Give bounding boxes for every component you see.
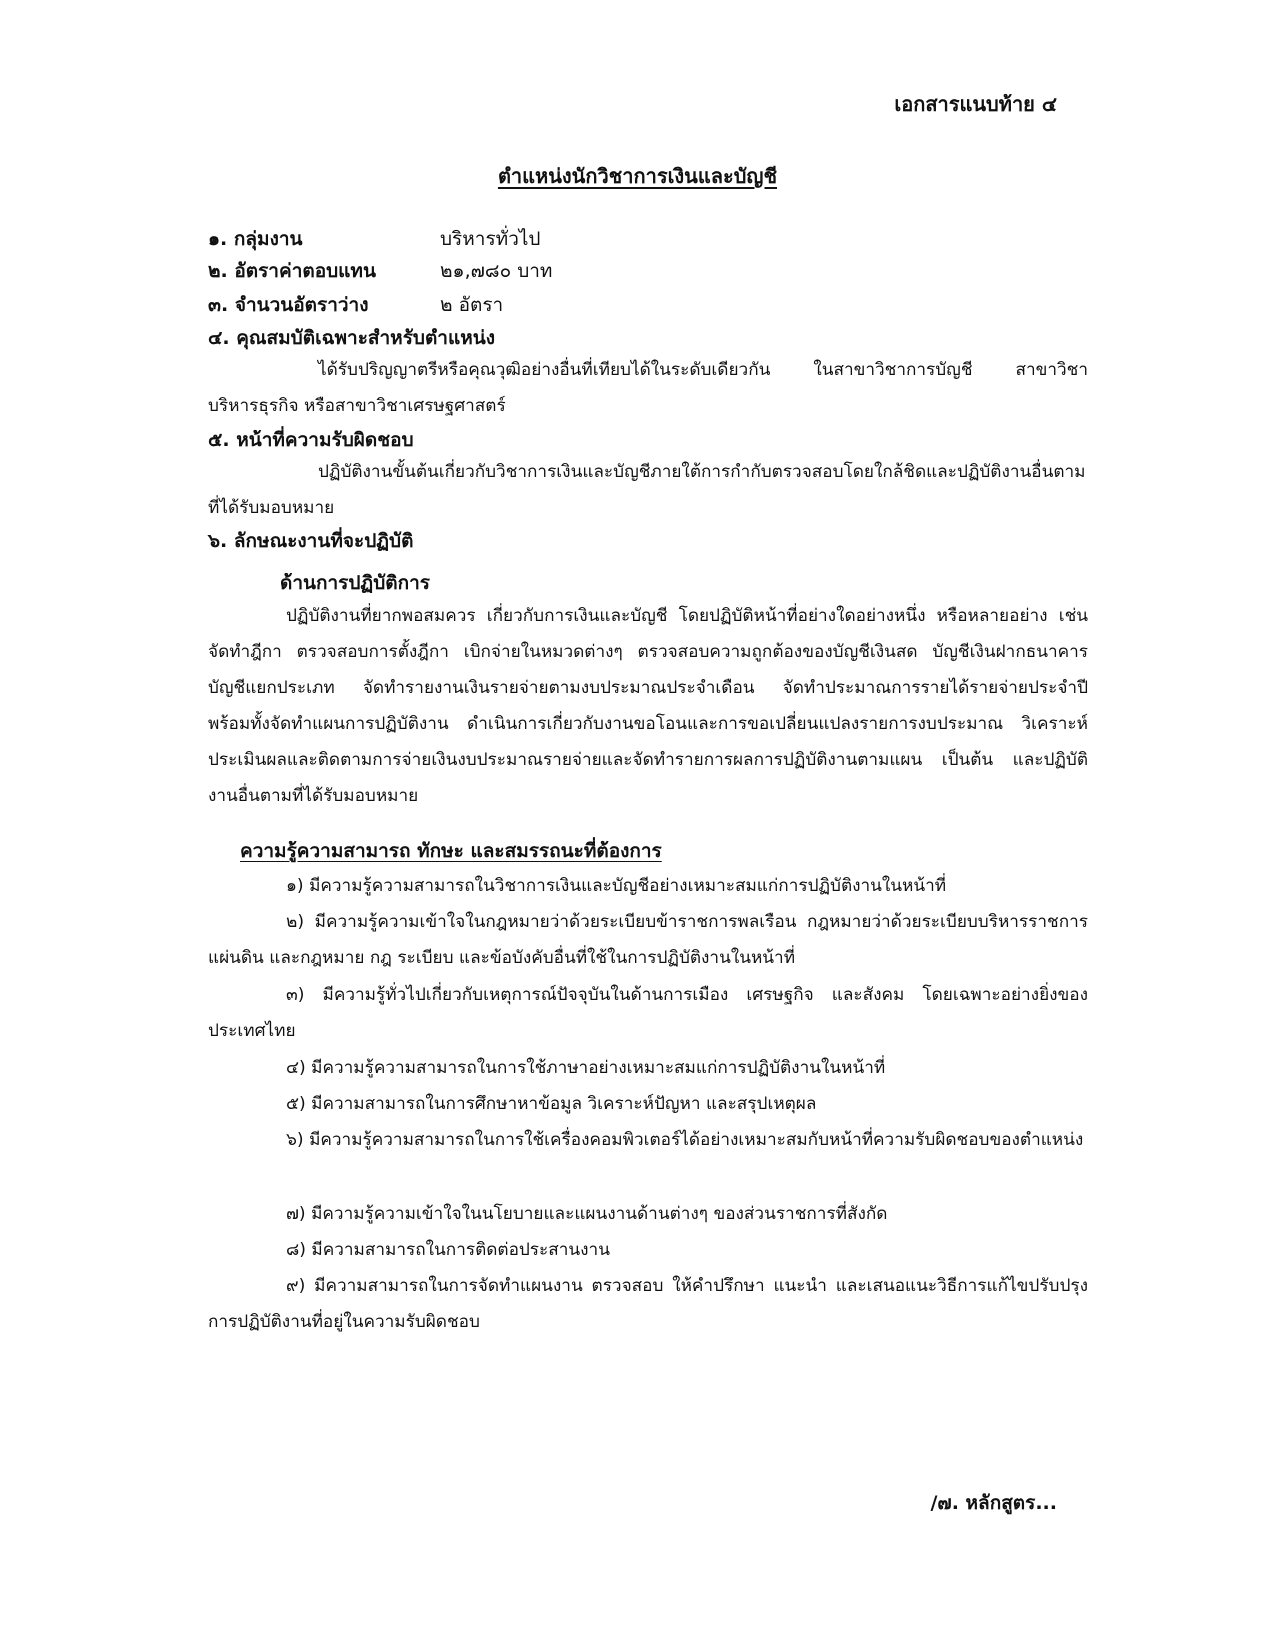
qualification-text: ได้รับปริญญาตรีหรือคุณวุฒิอย่างอื่นที่เทียบได้ในระดับเดียวกัน ในสาขาวิชาการบัญชี สาขาวิชาบริหารธุรกิจ หรือสาขาวิชาเศรษฐศาสตร์ — [208, 360, 1088, 416]
work-subheading: ด้านการปฏิบัติการ — [280, 572, 430, 594]
skill-item-4: ๔) มีความรู้ความสามารถในการใช้ภาษาอย่างเหมาะสมแก่การปฏิบัติงานในหน้าที่ — [286, 1058, 886, 1078]
skill-item-9: ๙) มีความสามารถในการจัดทำแผนงาน ตรวจสอบ ให้คำปรึกษา แนะนำ และเสนอแนะวิธีการแก้ไขปรับปรุงการปฏิบัติงานที่อยู่ในความรับผิดชอบ — [208, 1276, 1088, 1332]
group-label: ๑. กลุ่มงาน — [208, 228, 303, 250]
vacancy-label: ๓. จำนวนอัตราว่าง — [208, 294, 369, 316]
skills-heading: ความรู้ความสามารถ ทักษะ และสมรรถนะที่ต้องการ — [240, 840, 662, 862]
skill-item-3: ๓) มีความรู้ทั่วไปเกี่ยวกับเหตุการณ์ปัจจุบันในด้านการเมือง เศรษฐกิจ และสังคม โดยเฉพาะอย่างยิ่งของประเทศไทย — [208, 985, 1088, 1041]
skill-item-8: ๘) มีความสามารถในการติดต่อประสานงาน — [286, 1240, 610, 1260]
skill-item-5: ๕) มีความสามารถในการศึกษาหาข้อมูล วิเคราะห์ปัญหา และสรุปเหตุผล — [286, 1094, 817, 1114]
skill-item-7: ๗) มีความรู้ความเข้าใจในนโยบายและแผนงานด้านต่างๆ ของส่วนราชการที่สังกัด — [286, 1204, 888, 1224]
attachment-label: เอกสารแนบท้าย ๔ — [894, 92, 1057, 116]
skill-item-6: ๖) มีความรู้ความสามารถในการใช้เครื่องคอมพิวเตอร์ได้อย่างเหมาะสมกับหน้าที่ความรับผิดชอบของตำแหน่ง — [286, 1130, 1084, 1150]
qualification-heading: ๔. คุณสมบัติเฉพาะสำหรับตำแหน่ง — [208, 327, 496, 349]
salary-value: ๒๑,๗๘๐ บาท — [440, 260, 553, 282]
vacancy-value: ๒ อัตรา — [440, 294, 504, 316]
duties-text: ปฏิบัติงานขั้นต้นเกี่ยวกับวิชาการเงินและบัญชีภายใต้การกำกับตรวจสอบโดยใกล้ชิดและปฏิบัติงานอื่นตามที่ได้รับมอบหมาย — [208, 462, 1086, 518]
continued-note: /๗. หลักสูตร... — [930, 1492, 1057, 1514]
salary-label: ๒. อัตราค่าตอบแทน — [208, 260, 376, 282]
duties-heading: ๕. หน้าที่ความรับผิดชอบ — [208, 429, 414, 451]
skill-item-1: ๑) มีความรู้ความสามารถในวิชาการเงินและบัญชีอย่างเหมาะสมแก่การปฏิบัติงานในหน้าที่ — [286, 876, 947, 896]
page-title: ตำแหน่งนักวิชาการเงินและบัญชี — [497, 164, 778, 188]
group-value: บริหารทั่วไป — [440, 228, 541, 250]
work-text: ปฏิบัติงานที่ยากพอสมควร เกี่ยวกับการเงินและบัญชี โดยปฏิบัติหน้าที่อย่างใดอย่างหนึ่ง หรือหลายอย่าง เช่น จัดทำฎีกา ตรวจสอบการตั้งฎีกา เบิกจ่ายในหมวดต่างๆ ตรวจสอบความถูกต้องของบัญชีเงินสด บัญชีเงินฝากธนาคาร บัญชีแยกประเภท จัดทำรายงานเงินรายจ่ายตามงบประมาณประจำเดือน จัดทำประมาณการรายได้รายจ่ายประจำปี พร้อมทั้งจัดทำแผนการปฏิบัติงาน ดำเนินการเกี่ยวกับงานขอโอนและการขอเปลี่ยนแปลงรายการงบประมาณ วิเคราะห์ ประเมินผลและติดตามการจ่ายเงินงบประมาณรายจ่ายและจัดทำรายการผลการปฏิบัติงานตามแผน เป็นต้น และปฏิบัติงานอื่นตามที่ได้รับมอบหมาย — [208, 606, 1088, 806]
work-heading: ๖. ลักษณะงานที่จะปฏิบัติ — [208, 530, 414, 552]
skill-item-2: ๒) มีความรู้ความเข้าใจในกฎหมายว่าด้วยระเบียบข้าราชการพลเรือน กฎหมายว่าด้วยระเบียบบริหารราชการแผ่นดิน และกฎหมาย กฎ ระเบียบ และข้อบังคับอื่นที่ใช้ในการปฏิบัติงานในหน้าที่ — [208, 912, 1088, 968]
